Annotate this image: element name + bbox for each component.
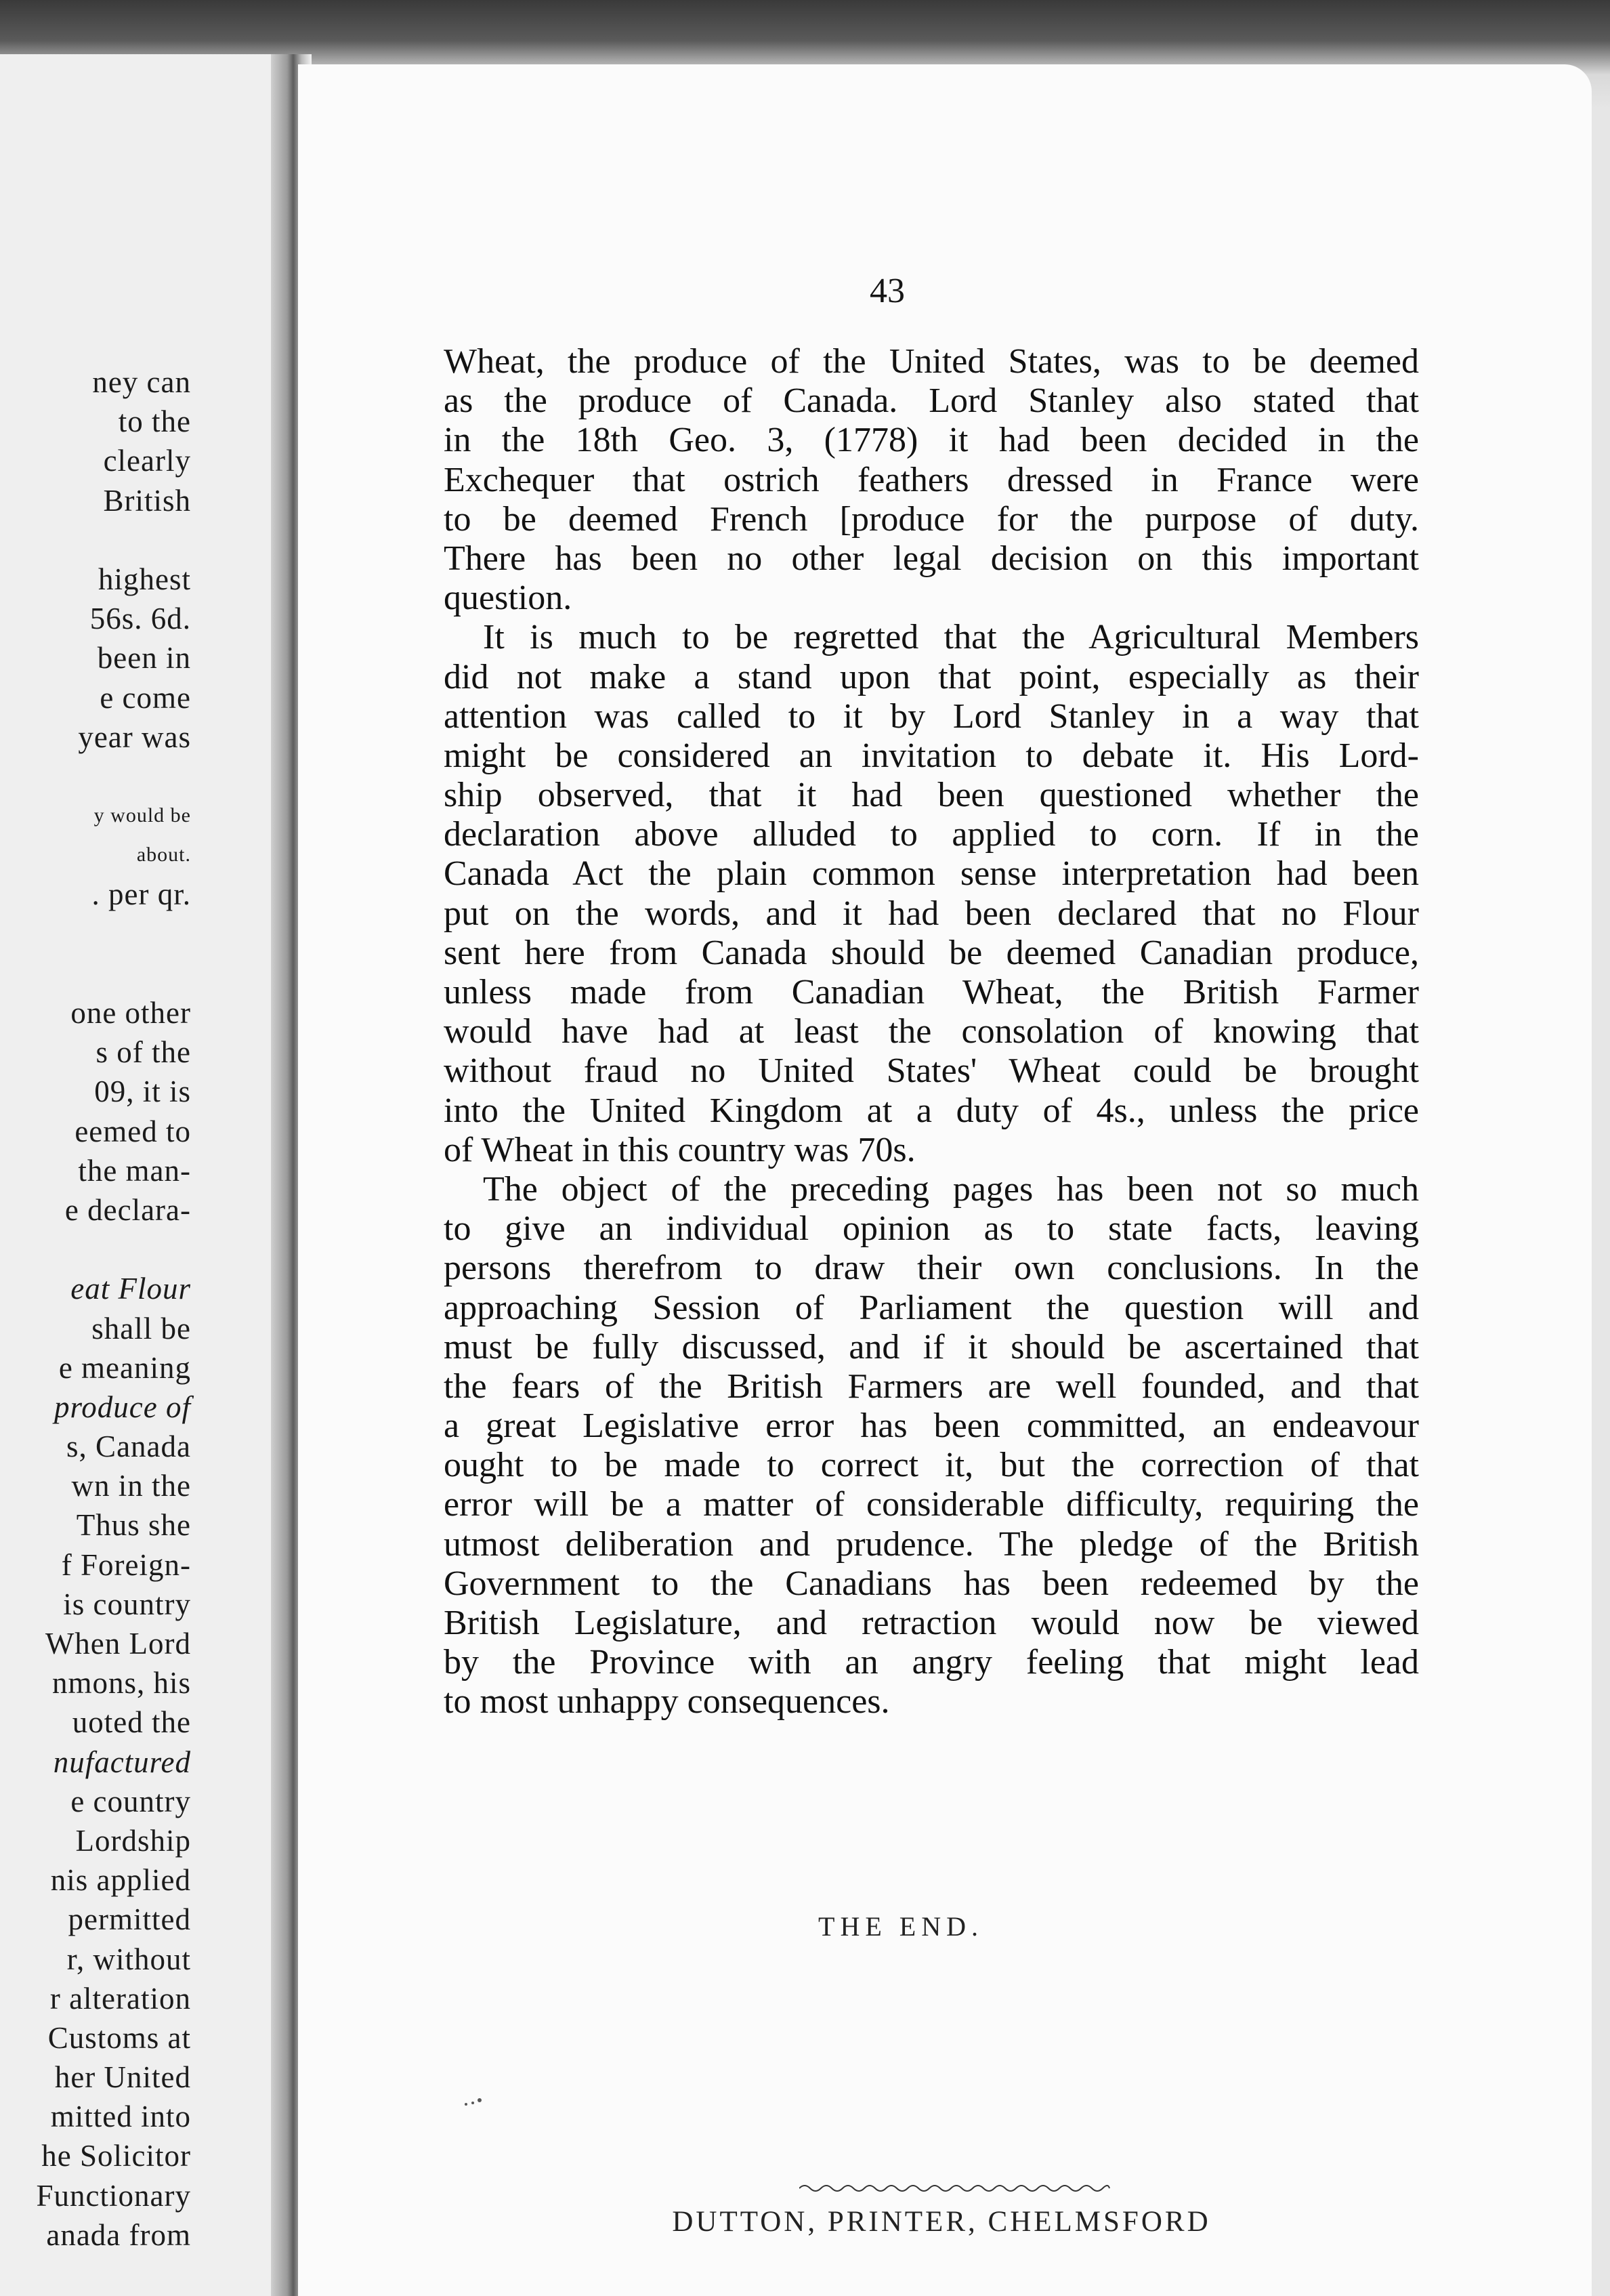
left-page-line: highest xyxy=(98,562,191,596)
left-page-text xyxy=(0,362,191,2255)
body-text xyxy=(444,342,1419,1722)
body-line: would have had at least the consolation of knowing that xyxy=(444,1012,1419,1051)
body-line: of Wheat in this country was 70s. xyxy=(444,1130,916,1169)
body-line: persons therefrom to draw their own conclusions. In the xyxy=(444,1249,1419,1288)
body-line: into the United Kingdom at a duty of 4s., unless the price xyxy=(444,1091,1419,1130)
left-page-line: clearly xyxy=(103,444,191,478)
left-page-line: s, Canada xyxy=(66,1429,191,1464)
body-line: did not make a stand upon that point, especially as their xyxy=(444,657,1419,696)
left-page-line: 56s. 6d. xyxy=(89,602,191,636)
body-line: ought to be made to correct it, but the correction of that xyxy=(444,1446,1419,1485)
left-page-line: e meaning xyxy=(58,1350,191,1385)
body-line: Canada Act the plain common sense interpretation had been xyxy=(444,854,1419,894)
left-page-line: s of the xyxy=(96,1035,191,1070)
left-page-line: Functionary xyxy=(36,2178,191,2213)
left-page-line: to the xyxy=(118,404,191,439)
left-page-line: Thus she xyxy=(76,1508,191,1543)
left-page-line: about. xyxy=(136,843,191,867)
left-page-line: r, without xyxy=(66,1942,191,1976)
body-line: error will be a matter of considerable difficulty, requiring the xyxy=(444,1485,1419,1524)
left-page-line: is country xyxy=(63,1587,191,1621)
left-page-line: uoted the xyxy=(72,1705,191,1740)
body-line: ship observed, that it had been questioned whether the xyxy=(444,776,1419,815)
left-page-line: nis applied xyxy=(50,1863,191,1898)
left-page-line: nufactured xyxy=(53,1745,191,1779)
body-line: a great Legislative error has been committed, an endeavour xyxy=(444,1406,1419,1446)
left-page-line: e country xyxy=(70,1784,191,1818)
body-line: unless made from Canadian Wheat, the British Farmer xyxy=(444,973,1419,1011)
the-end-heading: THE END. xyxy=(818,1911,983,1942)
left-page-line: year was xyxy=(78,719,191,754)
left-page-line: shall be xyxy=(91,1311,191,1345)
body-line: as the produce of Canada. Lord Stanley also stated that xyxy=(444,381,1419,421)
body-line: question. xyxy=(444,579,572,618)
left-page-line: eemed to xyxy=(75,1114,191,1148)
left-page-line xyxy=(0,915,191,954)
body-line: without fraud no United States' Wheat could be brought xyxy=(444,1051,1419,1091)
left-page-line xyxy=(0,1230,191,1269)
left-page-line: wn in the xyxy=(71,1469,191,1503)
left-page-line: 09, it is xyxy=(94,1074,191,1109)
left-page-line: permitted xyxy=(68,1902,191,1937)
left-page-line: nmons, his xyxy=(51,1666,191,1700)
printer-imprint: DUTTON, PRINTER, CHELMSFORD xyxy=(672,2206,1211,2238)
body-line: to most unhappy consequences. xyxy=(444,1682,890,1721)
body-line: utmost deliberation and prudence. The pledge of the British xyxy=(444,1524,1419,1564)
left-page-line: e declara- xyxy=(64,1192,191,1227)
body-line: Exchequer that ostrich feathers dressed in France were xyxy=(444,460,1419,499)
left-facing-page xyxy=(0,54,271,2296)
body-line: There has been no other legal decision on this important xyxy=(444,539,1419,578)
left-page-line: Customs at xyxy=(47,2020,191,2055)
left-page-line xyxy=(0,954,191,993)
left-page-line xyxy=(0,757,191,796)
left-page-line: eat Flour xyxy=(70,1272,191,1306)
left-page-line: produce of xyxy=(54,1390,191,1424)
body-line: to be deemed French [produce for the purpose of duty. xyxy=(444,499,1419,539)
body-line: British Legislature, and retraction would now be viewed xyxy=(444,1604,1419,1642)
body-line: The object of the preceding pages has been not so much xyxy=(483,1169,1419,1209)
body-line: by the Province with an angry feeling that might lead xyxy=(444,1643,1419,1682)
left-page-line: f Foreign- xyxy=(61,1547,191,1582)
left-page-line: . per qr. xyxy=(91,877,191,912)
ink-speck xyxy=(461,2093,488,2114)
body-line: in the 18th Geo. 3, (1778) it had been decided in the xyxy=(444,421,1419,460)
left-page-line: British xyxy=(103,483,191,518)
left-page-line: one other xyxy=(70,996,191,1030)
left-page-line: mitted into xyxy=(50,2100,191,2134)
body-line: declaration above alluded to applied to corn. If in the xyxy=(444,815,1419,854)
body-line: Wheat, the produce of the United States, was to be deemed xyxy=(444,342,1419,381)
wavy-rule-ornament xyxy=(799,2182,1118,2195)
body-line: must be fully discussed, and if it should be ascertained that xyxy=(444,1327,1419,1366)
left-page-line: y would be xyxy=(93,804,191,827)
body-line: the fears of the British Farmers are well founded, and that xyxy=(444,1366,1419,1406)
left-page-line: been in xyxy=(97,641,191,675)
body-line: attention was called to it by Lord Stanley in a way that xyxy=(444,696,1419,736)
body-line: to give an individual opinion as to state facts, leaving xyxy=(444,1209,1419,1249)
left-page-line: e come xyxy=(100,680,191,715)
left-page-line: When Lord xyxy=(45,1627,191,1661)
body-line: approaching Session of Parliament the question will and xyxy=(444,1288,1419,1327)
left-page-line: he Solicitor xyxy=(41,2139,191,2173)
body-line: It is much to be regretted that the Agricultural Members xyxy=(483,618,1419,657)
body-line: Government to the Canadians has been redeemed by the xyxy=(444,1564,1419,1603)
body-line: might be considered an invitation to debate it. His Lord- xyxy=(444,736,1419,775)
left-page-line: r alteration xyxy=(49,1981,191,2016)
left-page-line xyxy=(0,520,191,560)
page-number: 43 xyxy=(870,272,905,310)
left-page-line: ney can xyxy=(92,365,191,399)
body-line: sent here from Canada should be deemed Canadian produce, xyxy=(444,933,1419,972)
body-line: put on the words, and it had been declared that no Flour xyxy=(444,894,1419,933)
left-page-line: Lordship xyxy=(75,1823,191,1858)
left-page-line: the man- xyxy=(78,1153,191,1188)
left-page-line: her United xyxy=(54,2060,191,2095)
left-page-line: anada from xyxy=(46,2217,191,2252)
